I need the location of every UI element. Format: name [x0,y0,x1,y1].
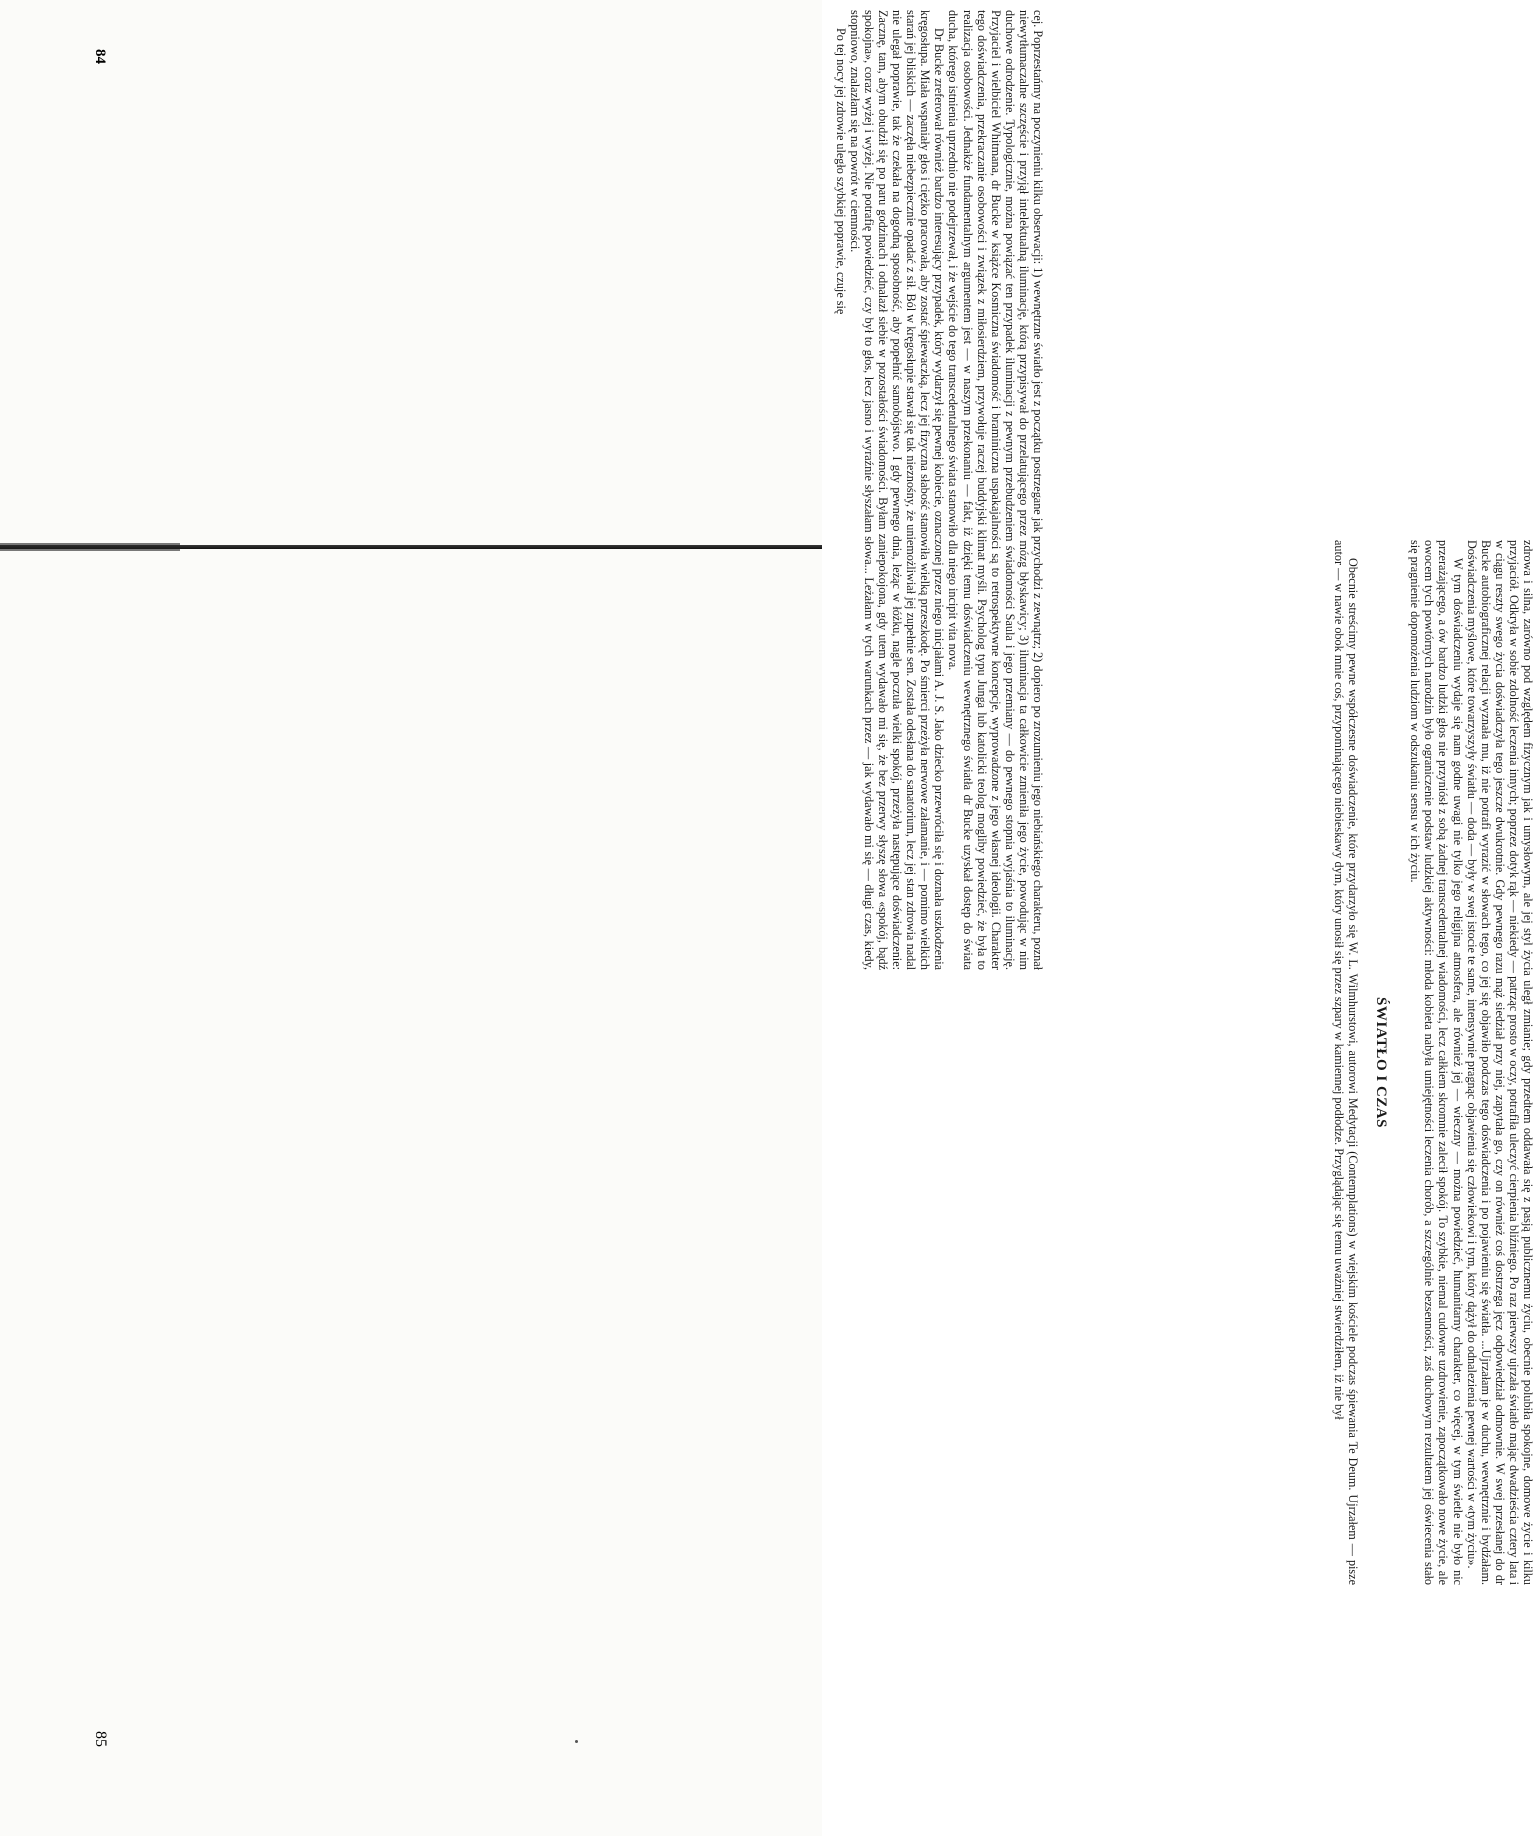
right-paragraph-2: W tym doświadczeniu wydaje się nam godne uwagi nie tylko jego religijna atmosfera, ale również jej — wieczny — można powiedzieć, humanitarny charakter, co więcej, w tym świetle nie było nic przerażającego, a ów bardzo ludzki głos nie przyniósł z sobą żadnej transcedentalnej wiadomości, lecz całkiem skromnie zalecił spokój. To szybkie, niemal cudowne uzdrowienie, zapoczątkowało nowe życie, ale owocem tych powtórnych narodzin było ograniczenie podstaw ludzkiej aktywności: młoda kobieta nabyła umiejętności leczenia chorób, a szczególnie bezsenności, zaś duchowym rezultatem jej oświecenia stało się pragnienie dopomożenia ludziom w odszukaniu sensu w ich życiu. [1408,540,1465,1585]
page-number-right: 85 [92,1731,109,1747]
right-page [1050,540,1535,1585]
page-number-left: 84 [92,49,108,64]
scan-speck [575,1740,578,1743]
book-gutter [0,545,822,549]
left-paragraph-1: cej. Poprzestańmy na poczynieniu kilku obserwacji: 1) wewnętrzne światło jest z początku postrzegane jak przychodzi z zewnątrz; 2) dopiero po zrozumieniu jego niebiańskiego charakteru, poznał niewytłumaczalne szczęście i przyjął intelektualną iluminację, którą przypisywał do przelatującego przez mózg błyskawicy; 3) iluminacja ta całkowicie zmieniła jego życie, powodując w nim duchowe odrodzenie. Typologicznie, można powiązać ten przypadek iluminacji z pewnym przebudzeniem świadomości Saula i jego przemiany — do pewnego stopnia wyjaśnia to iluminację. Przyjaciel i wielbiciel Whitmana, dr Bucke w książce Kosmiczna świadomość i braminiczna uspakajalności są to retrospektywne koncepcje, wyprowadzone z jego własnej ideologii. Charakter tego doświadczenia, przekraczanie osobowości i związek z miłosierdziem, przywołuje raczej buddyjski klimat myśli. Psycholog typu Junga lub katolicki teolog mogliby powiedzieć, że była to realizacja osobowości. Jednakże fundamentalnym argumentem jest — w naszym przekonaniu — fakt, iż dzięki temu doświadczeniu wewnętrznego światła dr Bucke uzyskał dostęp do świata ducha, którego istnienia uprzednio nie podejrzewał, i że wejście do tego transcedentalnego świata stanowiło dla niego incipit vita nova. [946,10,1045,970]
left-page-text [834,10,1045,970]
right-paragraph-3: Obecnie streścimy pewne współczesne doświadczenie, które przydarzyło się W. L. Wilmhurstowi, autorowi Medytacji (Contemplations) w wiejskim kościele podczas śpiewania Te Deum. Ujrzałem — pisze autor — w nawie obok mnie coś, przypominającego niebieskawy dym, który unosił się przez szpary w kamiennej podłodze. Przyglądając się temu uważniej stwierdziłem, iż nie był [1331,540,1361,1585]
left-page [560,10,1045,970]
left-paragraph-2: Dr Bucke zreferował również bardzo interesujący przypadek, który wydarzył się pewnej kobiecie, oznaczonej przez niego inicjałami A. J. S. Jako dziecko przewróciła się i doznała uszkodzenia kręgosłupa. Miała wspaniały głos i ciężko pracowała, aby zostać śpiewaczką, lecz jej fizyczna słabość stanowiła wielką przeszkodę. Po śmierci przeżyła nerwowe załamanie, i — pomimo wielkich starań jej bliskich — zaczęła niebezpiecznie opadać z sił. Ból w kręgosłupie stawał się tak nieznośny, że uniemożliwiał jej zupełnie sen. Została odesłana do sanatorium, lecz jej stan zdrowia nadal nie ulegał poprawie, tak że czekała na dogodną sposobność, aby popełnić samobójstwo. I gdy pewnego dnia, leżąc w łóżku, nagle poczuła wielki spokój, przeżyła następujące doświadczenie: Zacznę, tam, abym obudził się po paru godzinach i odnalazł siebie w pozostałości świadomości. Byłam zaniepokojona, gdy utem wydawało mi się, że bez przerwy słyszę słowa «spokój, bądź spokojna», coraz wyżej i wyżej. Nie potrafię powiedzieć, czy był to głos, lecz jasno i wyraźnie słyszałam słowa... Leżałam w tych warunkach przez — jak wydawało mi się — długi czas, kiedy, stopniowo, znalazłam się na powrót w ciemności. [847,10,947,970]
right-paragraph-1: zdrowa i silna, zarówno pod względem fizycznym jak i umysłowym, ale jej styl życia uległ zmianie; gdy przedtem oddawała się z pasją publicznemu życiu, obecnie polubiła spokojne, domowe życie i kilku przyjaciół. Odkryła w sobie zdolność leczenia innych; poprzez dotyk rąk — niekiedy — patrząc prosto w oczy, potrafiła uleczyć cierpienia bliźniego. Po raz pierwszy ujrzała światło mając dwadzieścia cztery lata i w ciągu reszty swego życia doświadczyła tego jeszcze dwukrotnie. Gdy pewnego razu mąż siedział przy niej, zapytała go, czy on również coś dostrzega jęcz odpowiedział odmownie. W swej przesłanej do dr Bucke autobiograficznej relacji wyznała mu, iż nie potrafi wyrazić w słowach tego, co jej się objawiło podczas tego doświadczenia i po pojawieniu się światła. ...Ujrzałam je w duchu, wewnętrznie i bydźałam. Doświadczenia myślowe, które towarzyszyły światłu — doda — były w swej istocie te same, intensywnie pragnąc objawienia się człowiekowi i tym, który dążył do odnalezienia pewnej wartości w «tym życiu». [1464,540,1535,1585]
left-paragraph-3: Po tej nocy jej zdrowie uległo szybkiej poprawie, czuje się [833,28,848,315]
section-title: ŚWIATŁO I CZAS [1373,997,1390,1128]
